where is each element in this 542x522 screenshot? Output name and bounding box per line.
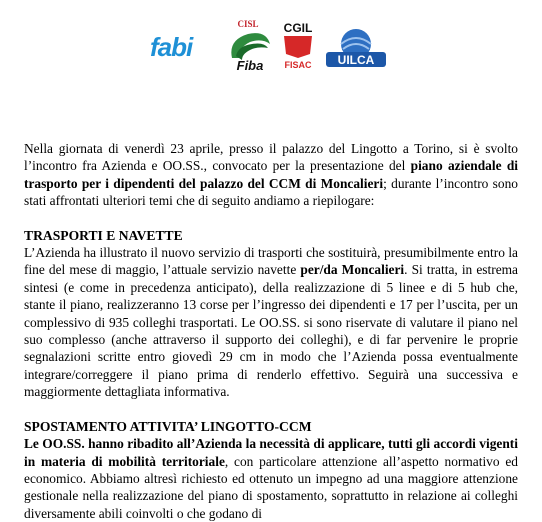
spostamento-bold-text: Le OO.SS. hanno ribadito all’Azienda la necessità di applicare, tutti gli accordi vigenti in materia di mobilità territoriale bbox=[24, 436, 518, 469]
fabi-logo-text: fabi bbox=[150, 32, 193, 62]
uilca-logo bbox=[320, 24, 392, 74]
intro-paragraph bbox=[24, 140, 518, 210]
fisac-logo-text: FISAC bbox=[284, 60, 312, 70]
cgil-fisac-logo bbox=[278, 18, 318, 74]
fiba-logo-text: Fiba bbox=[236, 58, 264, 73]
fabi-logo bbox=[150, 32, 212, 72]
intro-text-2: ; durante l’incontro sono stati affrontati ulteriori temi che di seguito andiamo a riepilogare: bbox=[24, 175, 518, 209]
section-paragraph-spostamento bbox=[24, 435, 518, 522]
section-heading-trasporti: TRASPORTI E NAVETTE bbox=[24, 227, 183, 243]
intro-text-1: Nella giornata di venerdì 23 aprile, presso il palazzo del Lingotto a Torino, si è svolto l’incontro fra Azienda e OO.SS., convocato per la presentazione del bbox=[24, 141, 518, 174]
uilca-logo-text: UILCA bbox=[337, 53, 375, 67]
intro-bold-text: piano aziendale di trasporto per i dipendenti del palazzo del CCM di Moncalieri bbox=[24, 158, 518, 191]
trasporti-bold-text: per/da Moncalieri bbox=[300, 262, 405, 278]
cisl-logo-text: CISL bbox=[237, 19, 259, 29]
document-body bbox=[24, 140, 518, 522]
trasporti-text-2: . Si tratta, in estrema sintesi (e come in precedenza anticipato), della realizzazione di 5 linee e di 5 hub che, stante il piano, realizzeranno 13 corse per l’ingresso dei dipendenti e 17 per l’uscita, per un complessivo di 935 colleghi trasportati. Le OO.SS. si sono riservate di valutare il piano nel suo complesso (anche attraverso il supporto dei colleghi), e di far pervenire le proprie segnalazioni scritte entro giovedì 29 cm in modo che l’Azienda possa eventualmente integrare/correggere il piano prima di renderlo effettivo. Seguirà una successiva e maggiormente dettagliata informativa. bbox=[24, 262, 518, 400]
spostamento-text-1: , con particolare attenzione all’aspetto normativo ed economico. Abbiamo altresì richiesto ed ottenuto un impegno ad una maggiore attenzione gestionale nella realizzazione del piano di spostamento, soprattutto in relazione ai colleghi diversamente abili coinvolti o che godano di bbox=[24, 453, 518, 521]
cgil-logo-text: CGIL bbox=[283, 21, 313, 35]
union-logos bbox=[150, 18, 410, 76]
section-paragraph-trasporti bbox=[24, 244, 518, 401]
trasporti-text-1: L’Azienda ha illustrato il nuovo servizio di trasporti che sostituirà, presumibilmente entro la fine del mese di maggio, l’attuale servizio navette bbox=[24, 245, 518, 278]
cisl-fiba-logo bbox=[218, 18, 278, 74]
section-heading-spostamento: SPOSTAMENTO ATTIVITA’ LINGOTTO-CCM bbox=[24, 418, 312, 434]
